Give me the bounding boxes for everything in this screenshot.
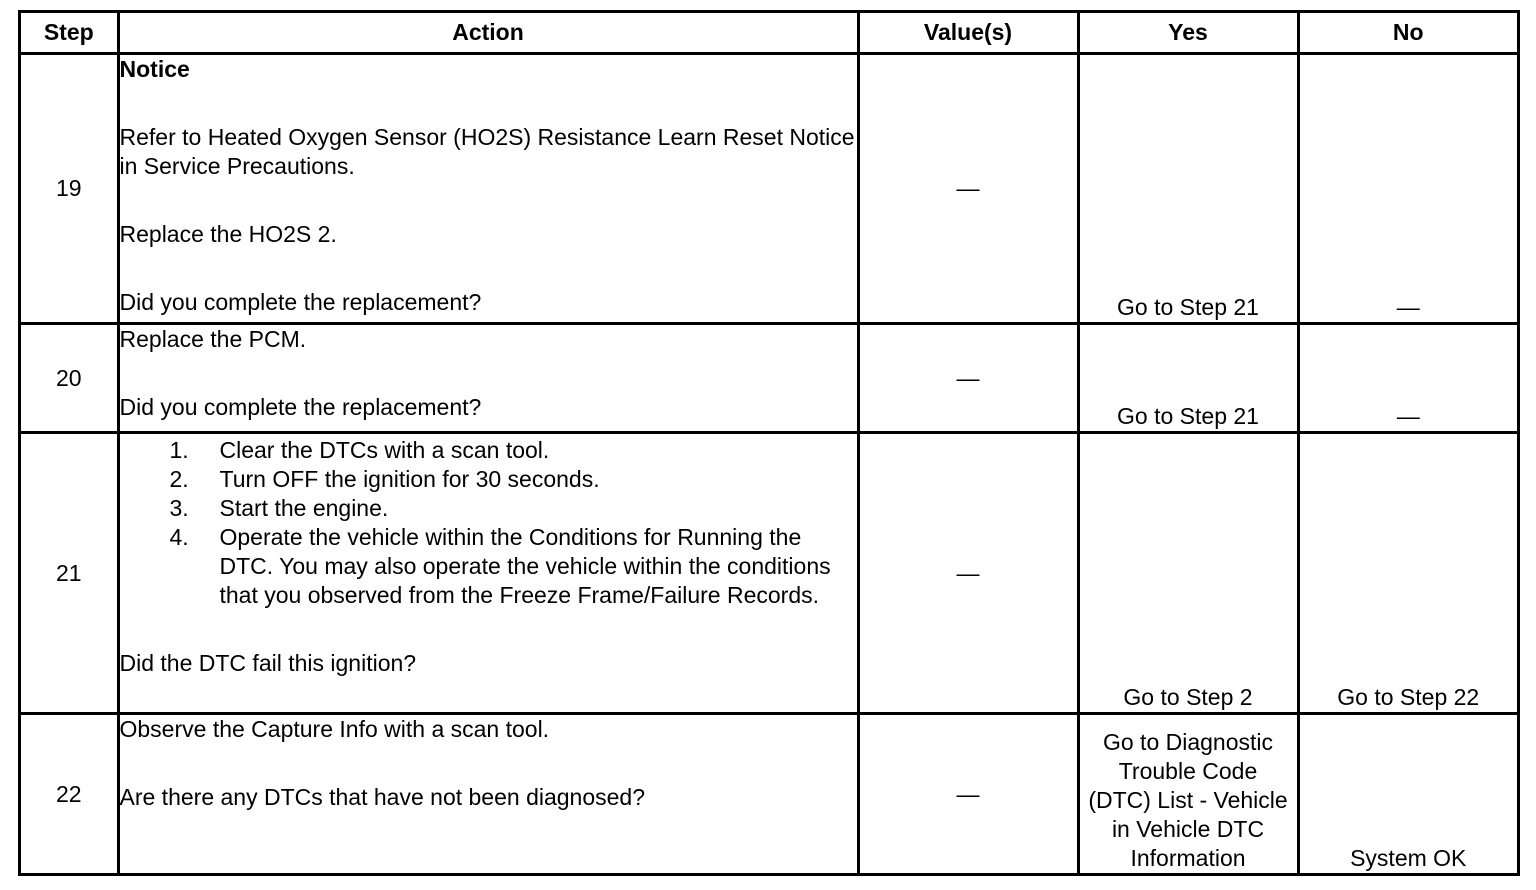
- header-values: Value(s): [858, 13, 1078, 54]
- yes-link[interactable]: Go to Diagnostic Trouble Code (DTC) List - Vehicle in Vehicle DTC Information: [1078, 714, 1298, 874]
- header-action: Action: [118, 13, 858, 54]
- step-number: 20: [21, 324, 118, 433]
- header-step: Step: [21, 13, 118, 54]
- instruction-text: Replace the PCM.: [119, 326, 307, 352]
- yes-link[interactable]: Go to Step 2: [1078, 433, 1298, 714]
- question-text: Did you complete the replacement?: [119, 394, 482, 420]
- no-cell: —: [1298, 54, 1517, 324]
- action-cell: [118, 433, 858, 714]
- yes-link[interactable]: Go to Step 21: [1078, 324, 1298, 433]
- step-number: 22: [21, 714, 118, 874]
- value-cell: —: [858, 54, 1078, 324]
- header-yes: Yes: [1078, 13, 1298, 54]
- question-text: Did the DTC fail this ignition?: [119, 650, 417, 676]
- table-row-step-19: [21, 54, 1517, 324]
- instruction-text: Replace the HO2S 2.: [119, 221, 337, 247]
- list-item: 2. Turn OFF the ignition for 30 seconds.: [169, 466, 600, 492]
- value-cell: —: [858, 433, 1078, 714]
- action-cell: [118, 714, 858, 874]
- action-cell: [118, 54, 858, 324]
- instruction-text: Observe the Capture Info with a scan tool.: [119, 716, 550, 742]
- table-row-step-22: [21, 714, 1517, 874]
- table-row-step-20: [21, 324, 1517, 433]
- no-cell: System OK: [1298, 714, 1517, 874]
- question-text: Did you complete the replacement?: [119, 289, 482, 315]
- value-cell: —: [858, 714, 1078, 874]
- list-item: 1. Clear the DTCs with a scan tool.: [169, 437, 550, 463]
- notice-text: Refer to Heated Oxygen Sensor (HO2S) Resistance Learn Reset Notice in Service Precautions.: [119, 124, 855, 179]
- list-item: 4. Operate the vehicle within the Conditions for Running the DTC. You may also operate the vehicle within the conditions that you observed from the Freeze Frame/Failure Records.: [169, 524, 831, 608]
- notice-label: Notice: [119, 56, 190, 82]
- header-no: No: [1298, 13, 1517, 54]
- yes-link[interactable]: Go to Step 21: [1078, 54, 1298, 324]
- table-row-step-21: [21, 433, 1517, 714]
- no-cell: —: [1298, 324, 1517, 433]
- question-text: Are there any DTCs that have not been diagnosed?: [119, 784, 646, 810]
- header-row: [21, 13, 1517, 54]
- step-number: 19: [21, 54, 118, 324]
- diagnostic-table: [18, 10, 1520, 876]
- procedure-list: [120, 436, 857, 610]
- no-link[interactable]: Go to Step 22: [1298, 433, 1517, 714]
- step-number: 21: [21, 433, 118, 714]
- list-item: 3. Start the engine.: [169, 495, 389, 521]
- action-cell: [118, 324, 858, 433]
- value-cell: —: [858, 324, 1078, 433]
